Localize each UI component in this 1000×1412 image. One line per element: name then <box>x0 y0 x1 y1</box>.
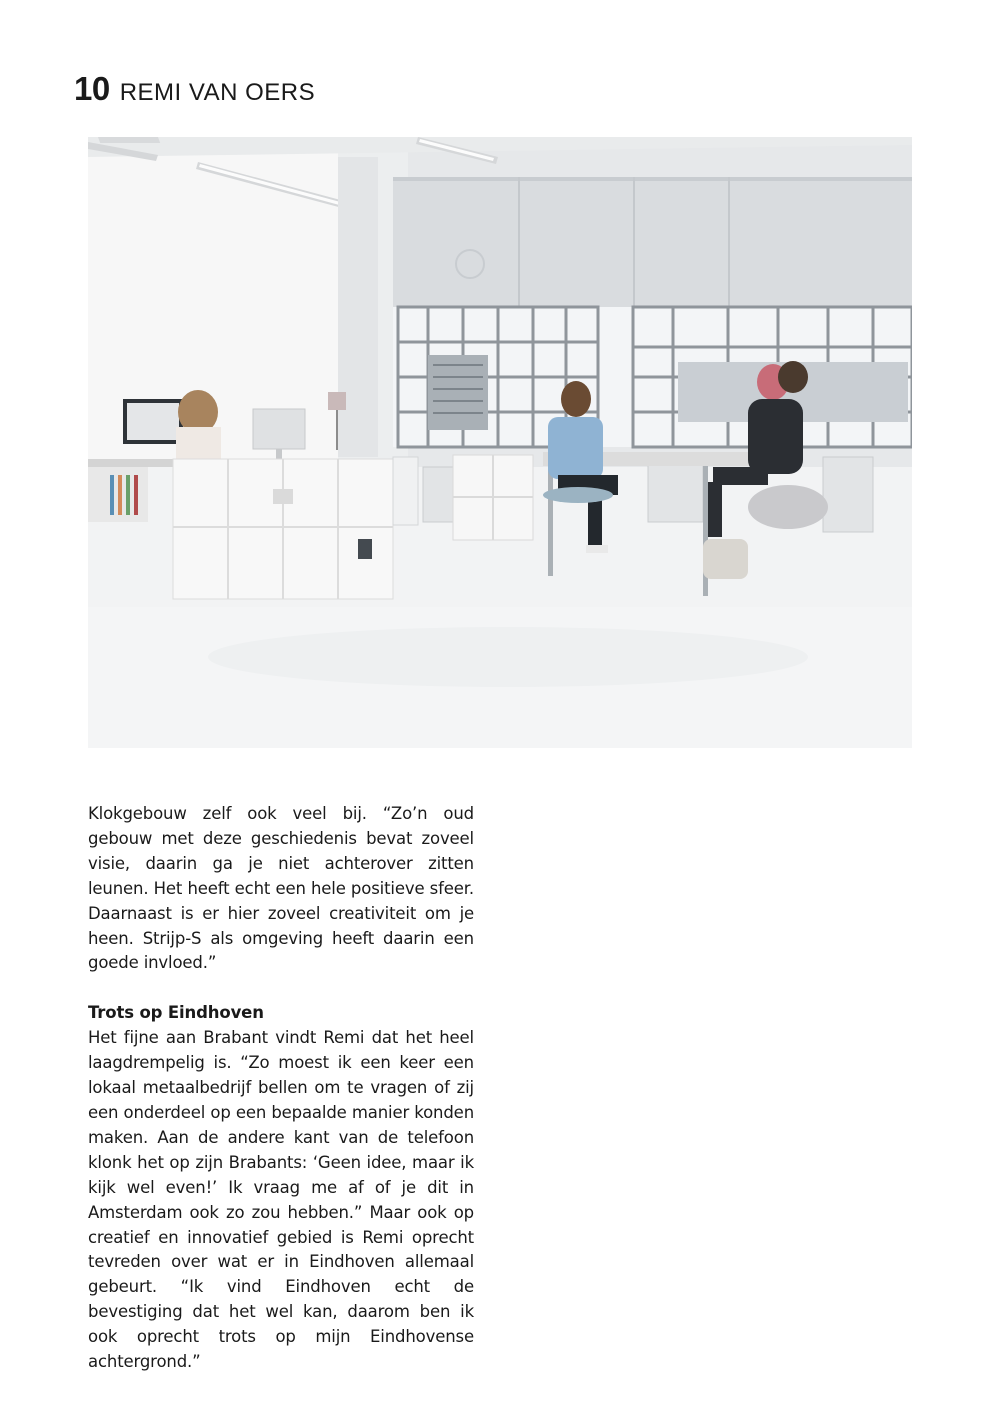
page-number: 10 <box>74 70 110 107</box>
office-photo <box>88 137 912 748</box>
article-paragraph: Het fijne aan Brabant vindt Remi dat het heel laagdrempelig is. “Zo moest ik een keer een lokaal metaalbedrijf bellen om te vragen of zij een onderdeel op een bepaalde manier konden maken. Aan de andere kant van de telefoon klonk het op zijn Brabants: ‘Geen idee, maar ik kijk wel even!’ Ik vraag me af of je dit in Amsterdam ook zo zou hebben.” Maar ook op creatief en innovatief gebied is Remi oprecht tevreden over wat er in Eindhoven allemaal gebeurt. “Ik vind Eindhoven echt de bevestiging dat het wel kan, daarom ben ik ook oprecht trots op mijn Eindhovense achtergrond.” <box>88 1028 474 1372</box>
section-heading: Trots op Eindhoven <box>88 1003 264 1023</box>
article-paragraph: Klokgebouw zelf ook veel bij. “Zo’n oud gebouw met deze geschiedenis bevat zoveel visie, daarin ga je niet achterover zitten leunen. Het heeft echt een hele positieve sfeer. Daarnaast is er hier zoveel creativiteit om je heen. Strijp-S als omgeving heeft daarin een goede invloed.” <box>88 804 474 973</box>
page-title: REMI VAN OERS <box>119 79 316 106</box>
page-header <box>74 70 315 108</box>
article-body <box>88 802 474 1375</box>
